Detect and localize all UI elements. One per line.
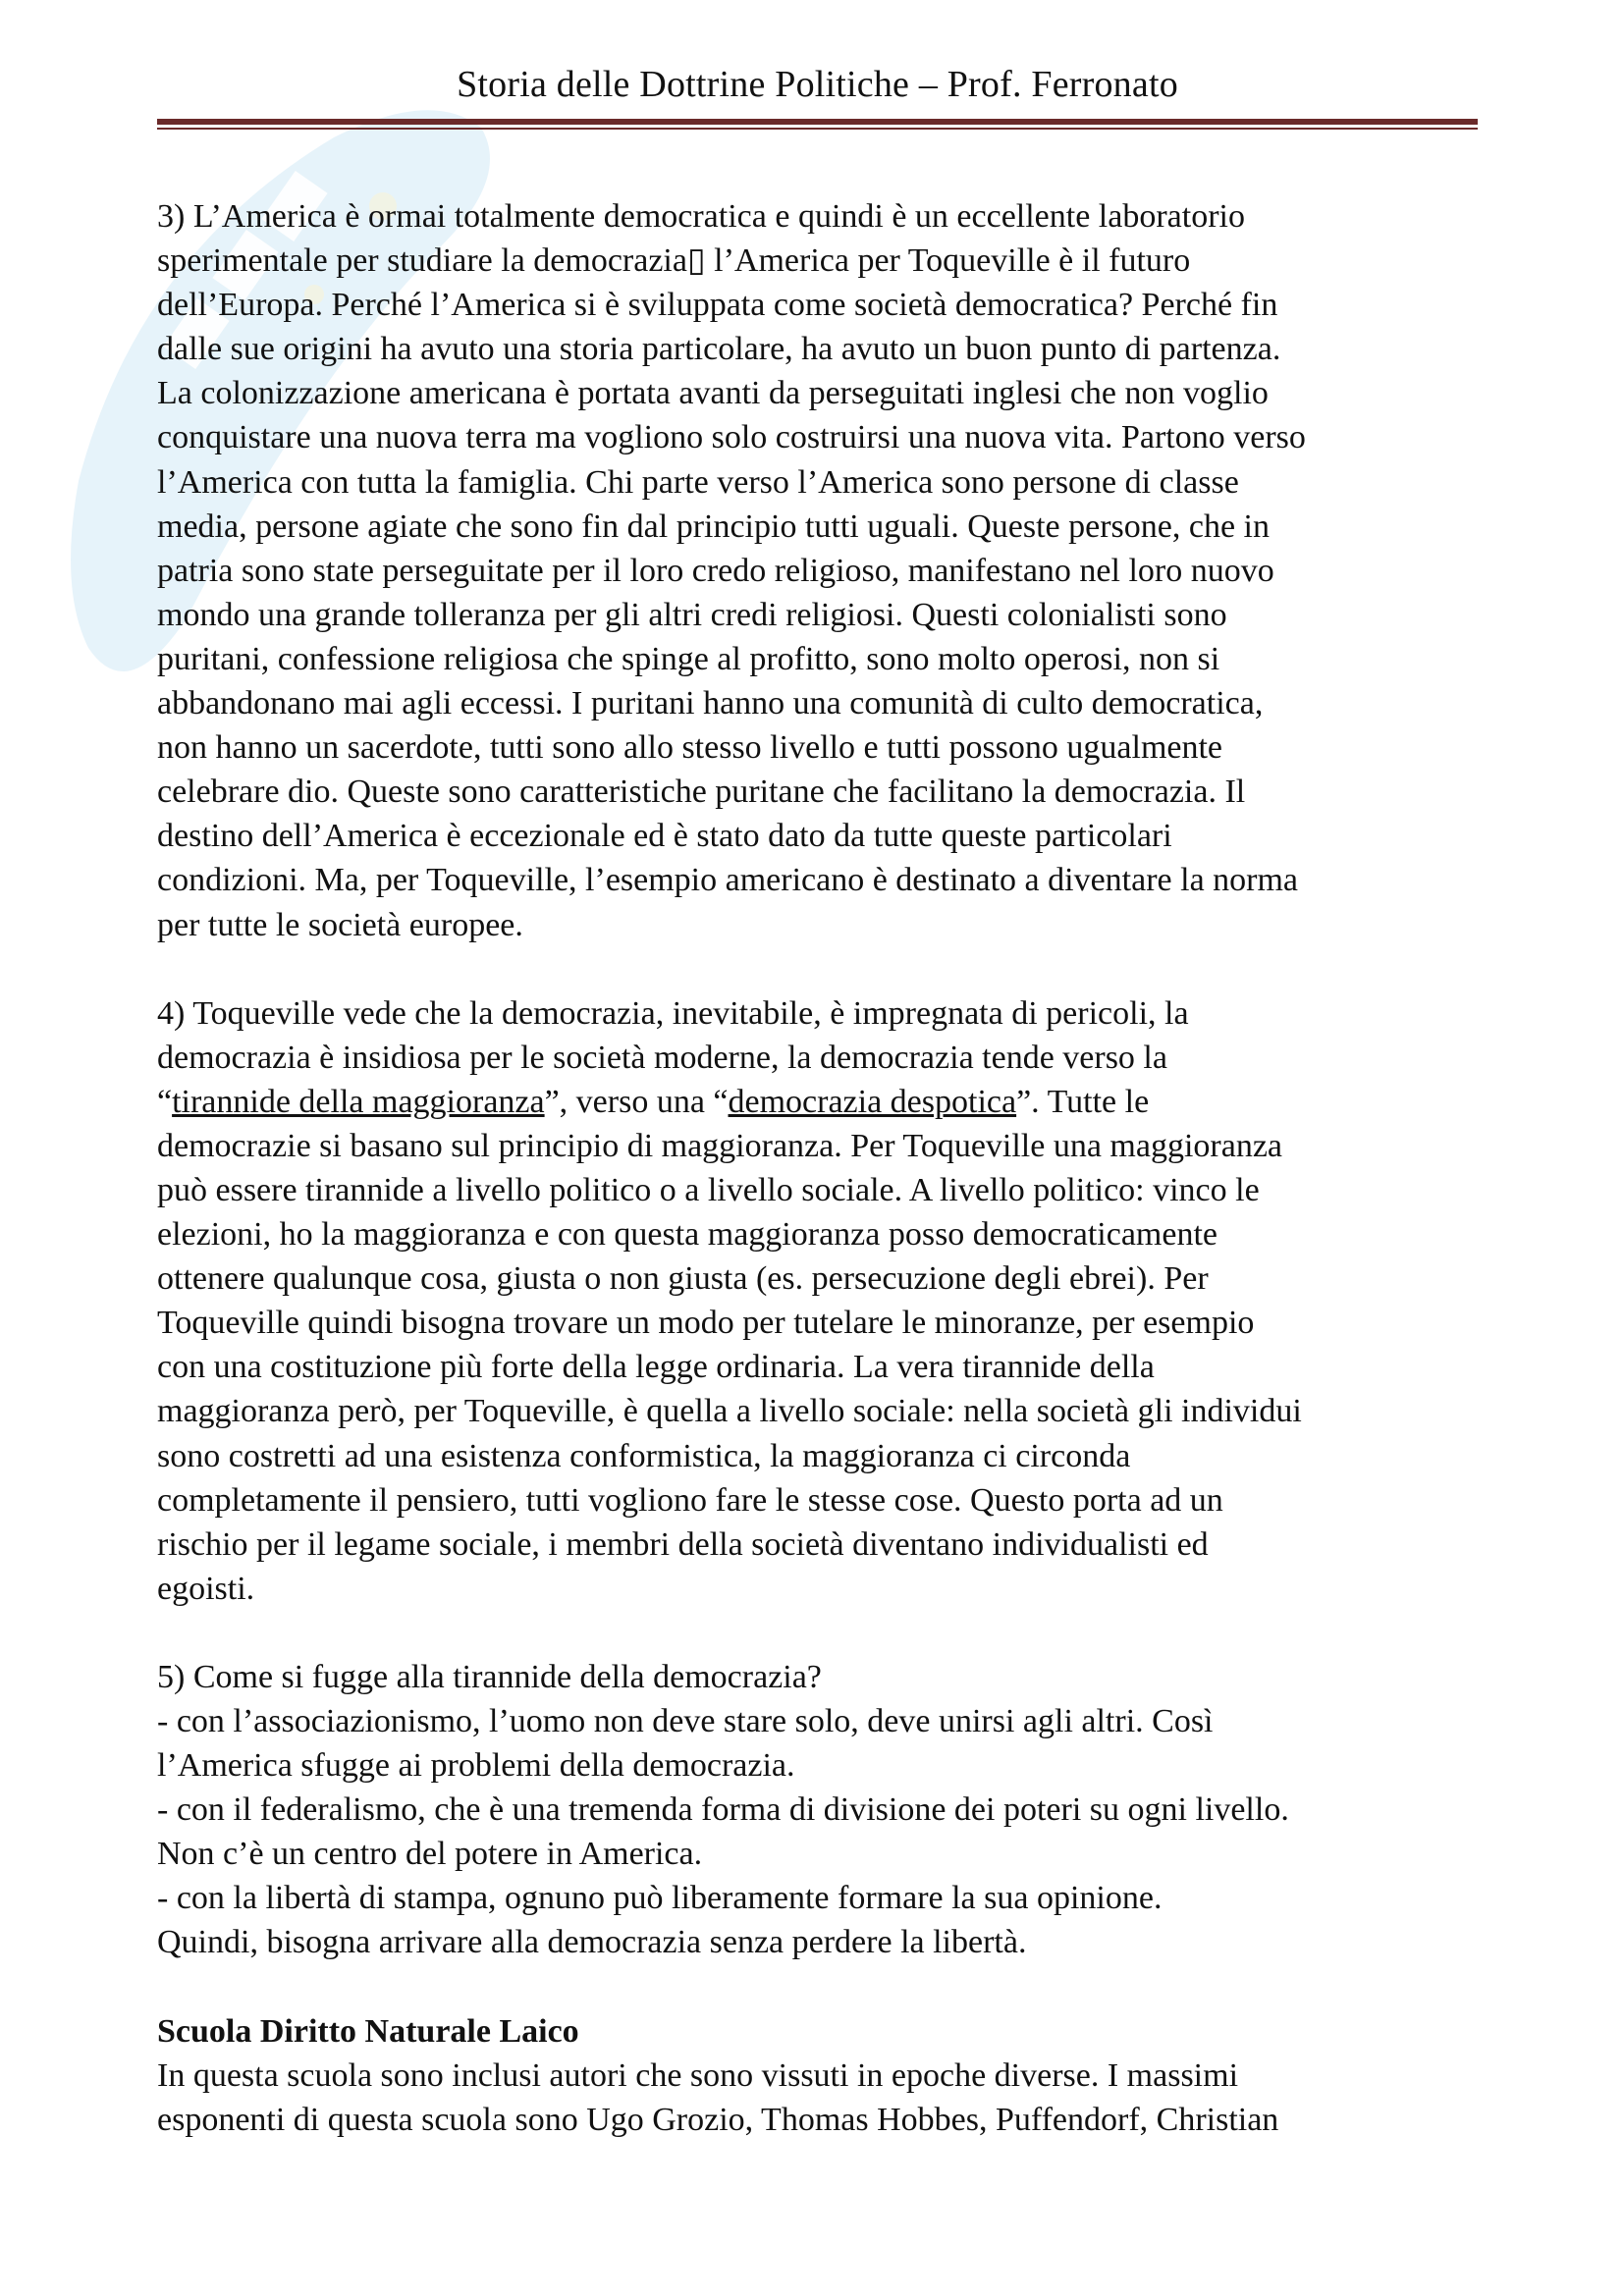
- header-rule-thin: [157, 128, 1478, 130]
- text-line: dell’Europa. Perché l’America si è sviluppata come società democratica? Perché fin: [157, 287, 1278, 324]
- text-line: per tutte le società europee.: [157, 906, 523, 943]
- underlined-term-despotica: democrazia despotica: [728, 1083, 1017, 1120]
- page-header-title: Storia delle Dottrine Politiche – Prof. Ferronato: [457, 64, 1178, 105]
- text-line: media, persone agiate che sono fin dal principio tutti uguali. Queste persone, che in: [157, 507, 1270, 545]
- text-line: 3) L’America è ormai totalmente democratica e quindi è un eccellente laboratorio: [157, 198, 1245, 235]
- text-line: conquistare una nuova terra ma vogliono solo costruirsi una nuova vita. Partono verso: [157, 419, 1306, 456]
- text-line: mondo una grande tolleranza per gli altri credi religiosi. Questi colonialisti sono: [157, 596, 1227, 633]
- text-line: celebrare dio. Queste sono caratteristiche puritane che facilitano la democrazia. Il: [157, 774, 1246, 811]
- text-line: - con il federalismo, che è una tremenda forma di divisione dei poteri su ogni livello.: [157, 1791, 1289, 1829]
- text-line: ottenere qualunque cosa, giusta o non giusta (es. persecuzione degli ebrei). Per: [157, 1260, 1209, 1298]
- text-line: elezioni, ho la maggioranza e con questa maggioranza posso democraticamente: [157, 1216, 1217, 1254]
- header-rule-thick: [157, 119, 1478, 125]
- text-line: sono costretti ad una esistenza conformistica, la maggioranza ci circonda: [157, 1437, 1131, 1474]
- section-heading: Scuola Diritto Naturale Laico: [157, 2012, 579, 2050]
- text-line: esponenti di questa scuola sono Ugo Grozio, Thomas Hobbes, Puffendorf, Christian: [157, 2101, 1279, 2138]
- underlined-term-tirannide: tirannide della maggioranza: [172, 1083, 545, 1120]
- text-line: condizioni. Ma, per Toqueville, l’esempio americano è destinato a diventare la norma: [157, 862, 1299, 899]
- text-line: con una costituzione più forte della legge ordinaria. La vera tirannide della: [157, 1349, 1155, 1386]
- text-line: dalle sue origini ha avuto una storia particolare, ha avuto un buon punto di partenza.: [157, 331, 1281, 368]
- text-line: democrazia è insidiosa per le società moderne, la democrazia tende verso la: [157, 1039, 1167, 1076]
- text-line: sperimentale per studiare la democrazia▯ l’America per Toqueville è il futuro: [157, 242, 1191, 280]
- text-fragment: ”. Tutte le: [1016, 1083, 1150, 1120]
- text-line-with-underlines: [157, 1080, 1483, 1124]
- text-line: Quindi, bisogna arrivare alla democrazia senza perdere la libertà.: [157, 1924, 1027, 1961]
- text-line: democrazie si basano sul principio di maggioranza. Per Toqueville una maggioranza: [157, 1127, 1283, 1164]
- text-line: - con la libertà di stampa, ognuno può liberamente formare la sua opinione.: [157, 1880, 1163, 1917]
- text-line: può essere tirannide a livello politico o a livello sociale. A livello politico: vinco le: [157, 1171, 1260, 1208]
- quote-open: “: [157, 1083, 173, 1120]
- text-line: maggioranza però, per Toqueville, è quella a livello sociale: nella società gli individui: [157, 1393, 1302, 1430]
- text-line: abbandonano mai agli eccessi. I puritani hanno una comunità di culto democratica,: [157, 685, 1264, 722]
- text-line: La colonizzazione americana è portata avanti da perseguitati inglesi che non voglio: [157, 375, 1269, 412]
- text-line: completamente il pensiero, tutti vogliono fare le stesse cose. Questo porta ad un: [157, 1481, 1223, 1519]
- text-line: patria sono state perseguitate per il loro credo religioso, manifestano nel loro nuovo: [157, 552, 1274, 589]
- text-line: In questa scuola sono inclusi autori che sono vissuti in epoche diverse. I massimi: [157, 2056, 1239, 2094]
- text-line: 4) Toqueville vede che la democrazia, inevitabile, è impregnata di pericoli, la: [157, 994, 1189, 1032]
- paragraph-5: [157, 1655, 1483, 1965]
- text-line: non hanno un sacerdote, tutti sono allo stesso livello e tutti possono ugualmente: [157, 729, 1223, 767]
- text-line: l’America con tutta la famiglia. Chi parte verso l’America sono persone di classe: [157, 463, 1239, 501]
- text-fragment: ”, verso una “: [544, 1083, 729, 1120]
- text-line: destino dell’America è eccezionale ed è stato dato da tutte queste particolari: [157, 818, 1172, 855]
- text-line: - con l’associazionismo, l’uomo non deve stare solo, deve unirsi agli altri. Così: [157, 1703, 1214, 1739]
- text-line: rischio per il legame sociale, i membri della società diventano individualisti ed: [157, 1525, 1209, 1563]
- paragraph-4: [157, 991, 1483, 1611]
- text-line: puritani, confessione religiosa che spinge al profitto, sono molto operosi, non si: [157, 640, 1220, 677]
- text-line: Toqueville quindi bisogna trovare un modo per tutelare le minoranze, per esempio: [157, 1305, 1255, 1342]
- section-school: [157, 2009, 1483, 2142]
- text-line: egoisti.: [157, 1570, 255, 1607]
- text-line: l’America sfugge ai problemi della democrazia.: [157, 1747, 795, 1785]
- document-body: [157, 194, 1483, 2186]
- paragraph-3: [157, 194, 1483, 947]
- text-line: Non c’è un centro del potere in America.: [157, 1836, 703, 1873]
- text-line: 5) Come si fugge alla tirannide della democrazia?: [157, 1658, 822, 1695]
